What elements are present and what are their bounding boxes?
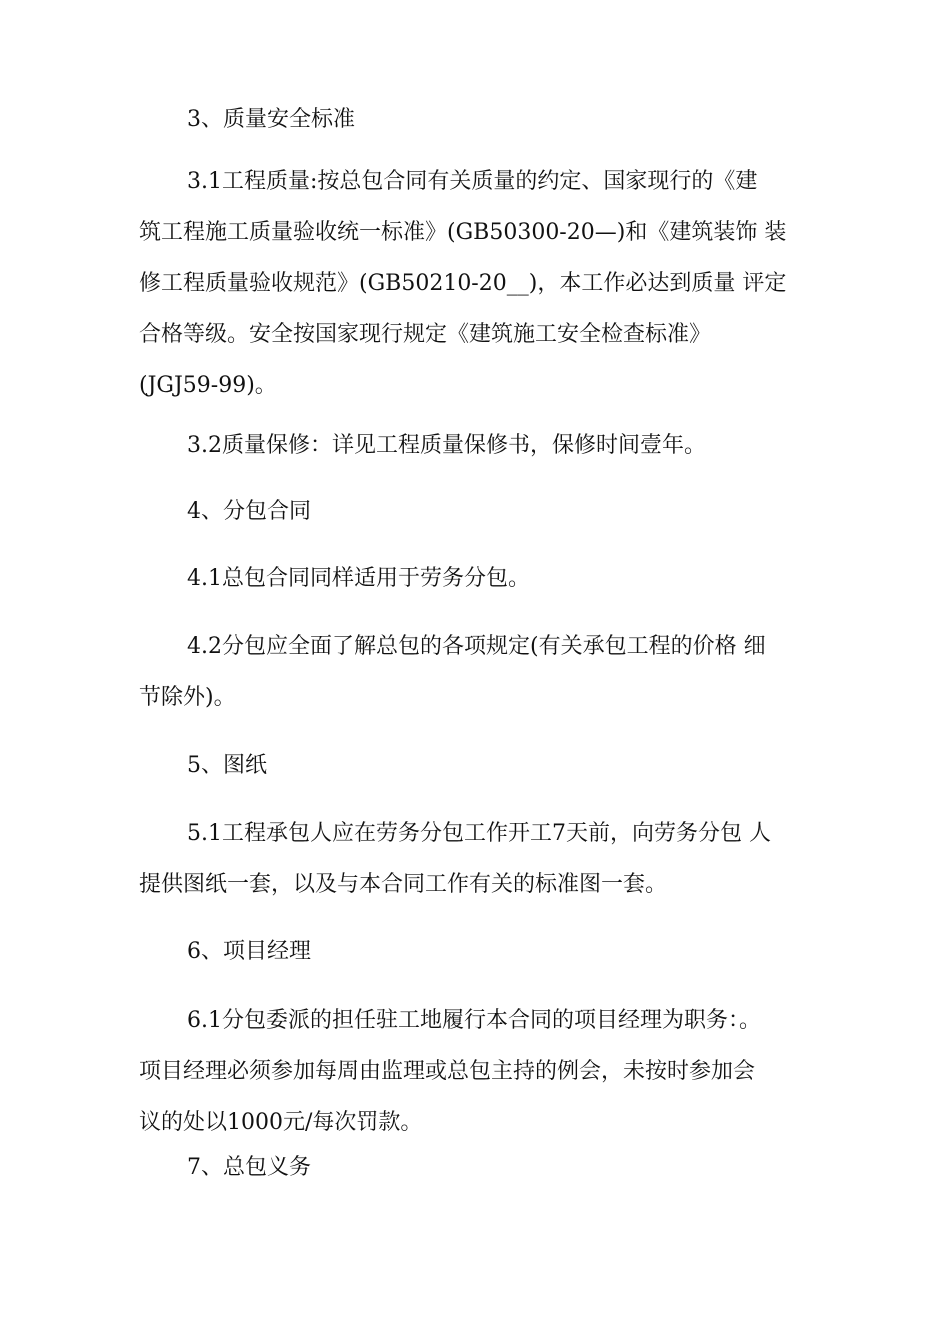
paragraph-3-2 [139,420,829,471]
text-line: 提供图纸一套，以及与本合同工作有关的标准图一套。 [139,872,668,897]
section-heading-3 [139,94,829,145]
text-line: 合格等级。安全按国家现行规定《建筑施工安全检查标准》 [139,322,712,347]
text-line: 项目经理必须参加每周由监理或总包主持的例会，未按时参加会 [139,1059,756,1084]
text-line: 筑工程施工质量验收统一标准》(GB50300-20—)和《建筑装饰 装 [139,220,787,245]
text-line: (JGJ59-99)。 [139,373,277,398]
text-line: 修工程质量验收规范》(GB50210-20__)，本工作必达到质量 评定 [139,271,787,296]
text-line: 6.1分包委派的担任驻工地履行本合同的项目经理为职务：。 [187,1008,761,1033]
text-line: 3、质量安全标准 [187,107,355,132]
section-heading-5 [139,740,829,791]
paragraph-6-1 [139,995,829,1148]
text-line: 4.2分包应全面了解总包的各项规定(有关承包工程的价格 细 [187,634,766,659]
paragraph-3-1 [139,156,829,411]
text-line: 议的处以1000元/每次罚款。 [139,1110,423,1135]
paragraph-4-2 [139,621,829,723]
section-heading-6 [139,926,829,977]
paragraph-5-1 [139,808,829,910]
text-line: 6、项目经理 [187,939,311,964]
text-line: 5、图纸 [187,753,267,778]
text-line: 7、总包义务 [187,1155,311,1180]
text-line: 4、分包合同 [187,499,311,524]
text-line: 节除外)。 [139,685,236,710]
paragraph-4-1 [139,553,829,604]
text-line: 3.1工程质量:按总包合同有关质量的约定、国家现行的《建 [187,169,758,194]
section-heading-4 [139,486,829,537]
text-line: 3.2质量保修：详见工程质量保修书，保修时间壹年。 [187,433,706,458]
text-line: 4.1总包合同同样适用于劳务分包。 [187,566,530,591]
section-heading-7 [139,1142,829,1193]
text-line: 5.1工程承包人应在劳务分包工作开工7天前，向劳务分包 人 [187,821,771,846]
